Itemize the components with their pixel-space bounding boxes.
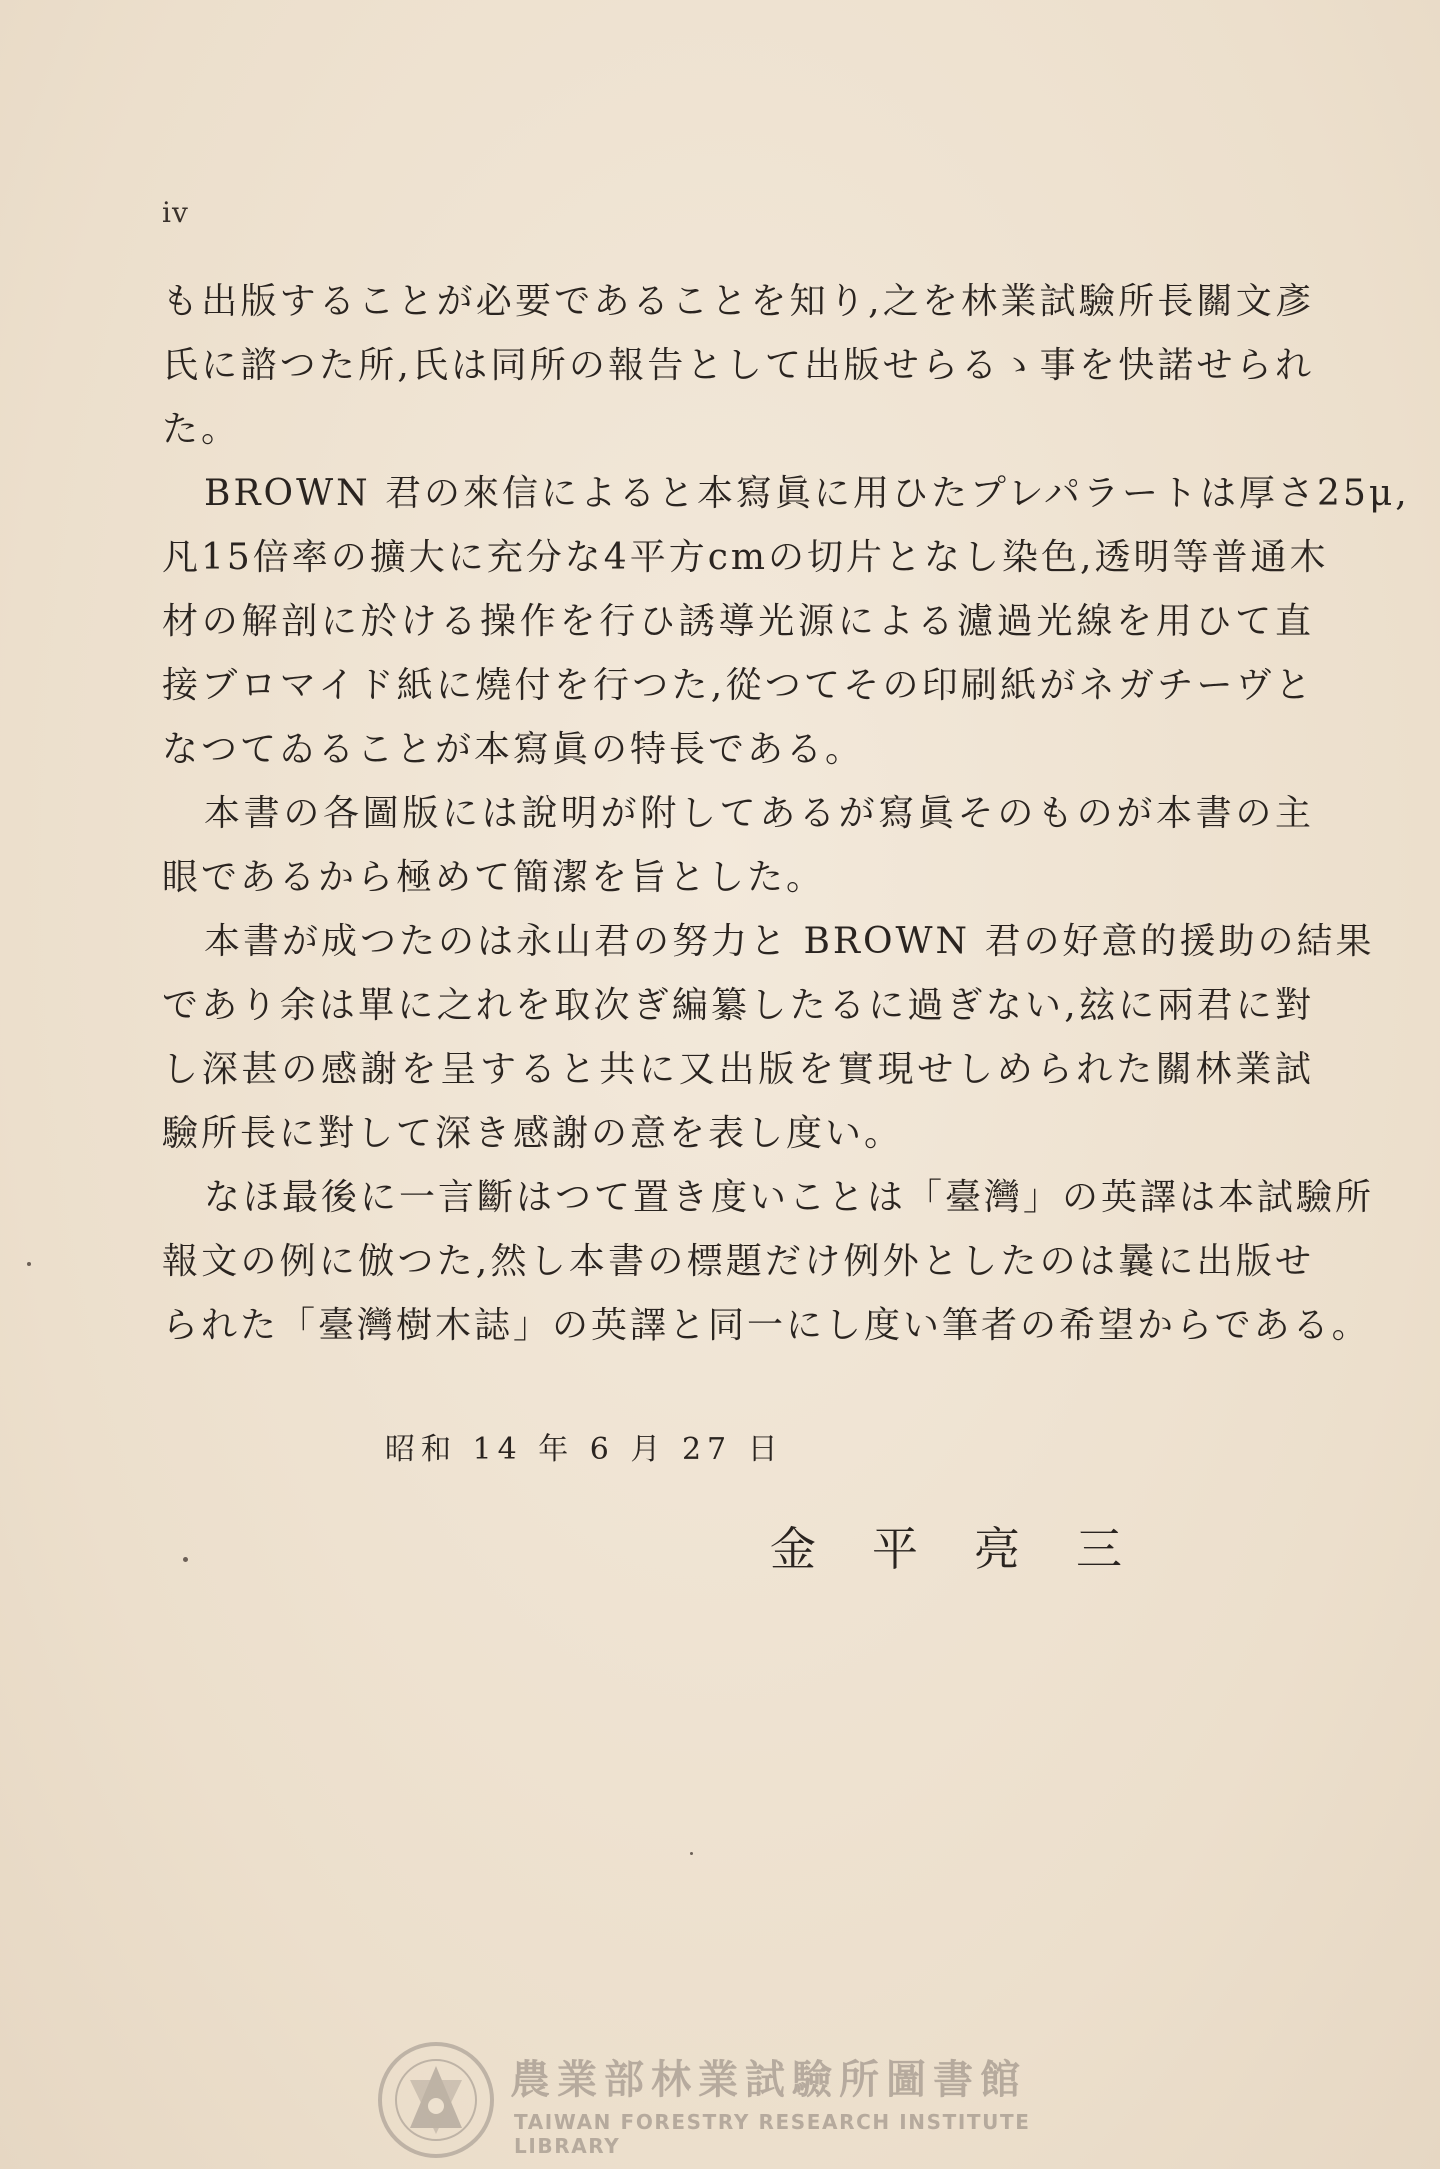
paper-speck — [690, 1852, 693, 1855]
text-line: 接ブロマイド紙に燒付を行つた,從つてその印刷紙がネガチーヴと — [162, 665, 1314, 706]
library-stamp — [370, 2040, 1090, 2160]
paragraph — [162, 1166, 1375, 1358]
text-line: 本書の各圖版には說明が附してあるが寫眞そのものが本書の主 — [204, 793, 1314, 834]
text-line: であり余は單に之れを取次ぎ編纂したるに過ぎない,玆に兩君に對 — [162, 985, 1314, 1026]
paper-speck — [27, 1262, 31, 1266]
text-line: 氏に諮つた所,氏は同所の報告として出版せらるゝ事を快諾せられ — [162, 345, 1314, 386]
text-line: た。 — [162, 409, 241, 450]
text-line: も出版することが必要であることを知り,之を林業試驗所長關文彥 — [162, 281, 1314, 322]
text-line: なつてゐることが本寫眞の特長である。 — [162, 729, 865, 770]
text-line: 驗所長に對して深き感謝の意を表し度い。 — [162, 1113, 904, 1154]
paragraph — [162, 462, 1410, 782]
paper-speck — [183, 1557, 188, 1562]
text-line: 材の解剖に於ける操作を行ひ誘導光源による濾過光線を用ひて直 — [162, 601, 1314, 642]
text-line: なほ最後に一言斷はつて置き度いことは「臺灣」の英譯は本試驗所 — [204, 1177, 1375, 1218]
text-line: し深甚の感謝を呈すると共に又出版を實現せしめられた關林業試 — [162, 1049, 1314, 1090]
body-text — [162, 270, 1410, 1358]
text-line: BROWN 君の來信によると本寫眞に用ひたプレパラートは厚さ25μ, — [204, 473, 1410, 514]
text-line: 報文の例に倣つた,然し本書の標題だけ例外としたのは曩に出版せ — [162, 1241, 1314, 1282]
library-seal-icon — [376, 2040, 496, 2160]
text-line: られた「臺灣樹木誌」の英譯と同一にし度い筆者の希望からである。 — [162, 1305, 1371, 1346]
text-line: 本書が成つたのは永山君の努力と BROWN 君の好意的援助の結果 — [204, 921, 1375, 962]
author-signature: 金平亮三 — [770, 1522, 1178, 1576]
text-line: 眼であるから極めて簡潔を旨とした。 — [162, 857, 826, 898]
page-number: iv — [162, 196, 189, 229]
date-line: 昭和 14 年 6 月 27 日 — [385, 1432, 784, 1467]
library-name: 農業部林業試驗所圖書館 — [510, 2057, 1027, 2103]
paragraph — [162, 270, 1314, 462]
paragraph — [162, 782, 1314, 910]
text-line: 凡15倍率の擴大に充分な4平方cmの切片となし染色,透明等普通木 — [162, 537, 1329, 578]
paragraph — [162, 910, 1375, 1166]
library-name-english: TAIWAN FORESTRY RESEARCH INSTITUTE LIBRARY — [514, 2110, 1031, 2158]
